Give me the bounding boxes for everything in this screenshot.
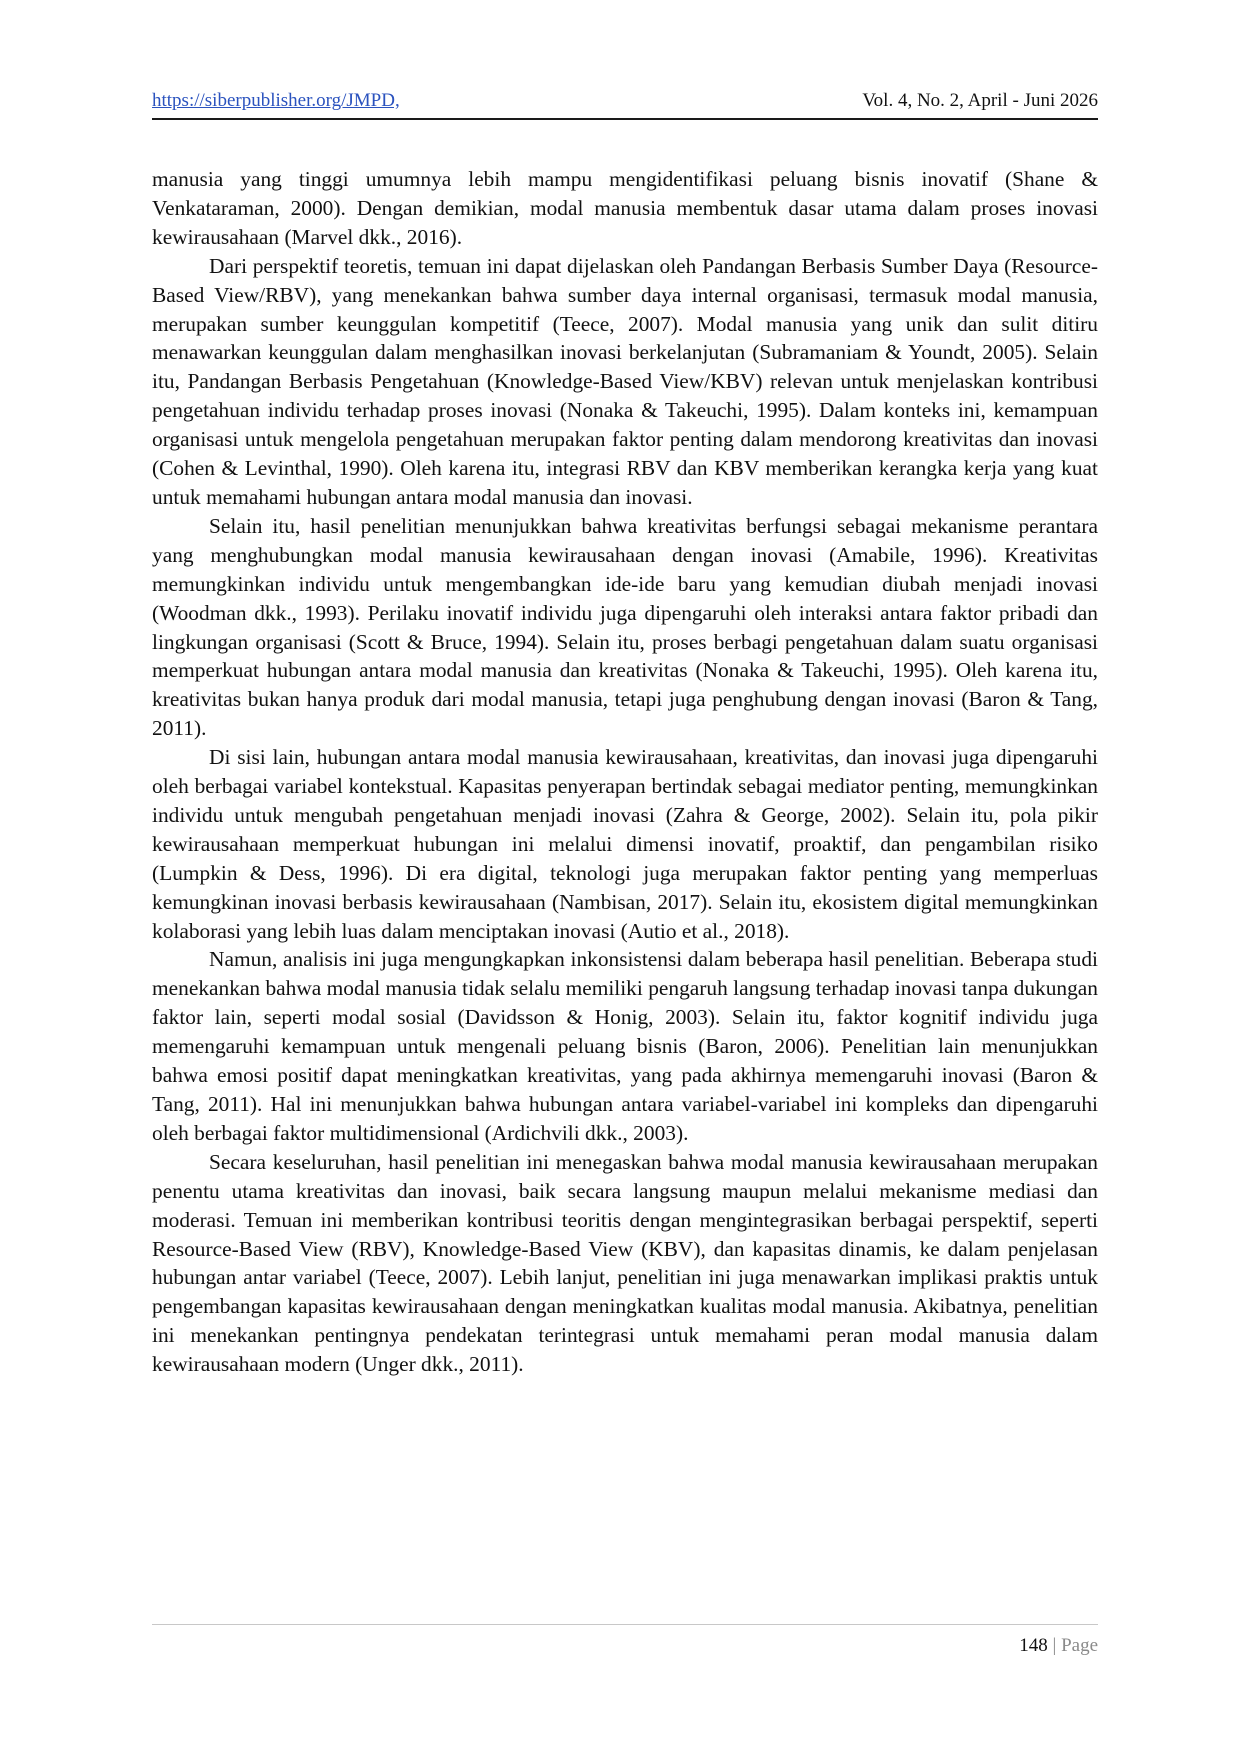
page-label: Page	[1061, 1635, 1098, 1656]
page-header	[152, 88, 1098, 120]
paragraph: Namun, analisis ini juga mengungkapkan inkonsistensi dalam beberapa hasil penelitian. Beberapa studi menekankan bahwa modal manusia tidak selalu memiliki pengaruh langsung terhadap inovasi tanpa dukungan faktor lain, seperti modal sosial (Davidsson & Honig, 2003). Selain itu, faktor kognitif individu juga memengaruhi kemampuan untuk mengenali peluang bisnis (Baron, 2006). Penelitian lain menunjukkan bahwa emosi positif dapat meningkatkan kreativitas, yang pada akhirnya memengaruhi inovasi (Baron & Tang, 2011). Hal ini menunjukkan bahwa hubungan antara variabel-variabel ini kompleks dan dipengaruhi oleh berbagai faktor multidimensional (Ardichvili dkk., 2003).	[152, 947, 1098, 1145]
paragraph-continued: manusia yang tinggi umumnya lebih mampu mengidentifikasi peluang bisnis inovatif (Shane & Venkataraman, 2000). Dengan demikian, modal manusia membentuk dasar utama dalam proses inovasi kewirausahaan (Marvel dkk., 2016).	[152, 167, 1098, 249]
paragraph: Di sisi lain, hubungan antara modal manusia kewirausahaan, kreativitas, dan inovasi juga dipengaruhi oleh berbagai variabel kontekstual. Kapasitas penyerapan bertindak sebagai mediator penting, memungkinkan individu untuk mengubah pengetahuan menjadi inovasi (Zahra & George, 2002). Selain itu, pola pikir kewirausahaan memperkuat hubungan ini melalui dimensi inovatif, proaktif, dan pengambilan risiko (Lumpkin & Dess, 1996). Di era digital, teknologi juga merupakan faktor penting yang memperluas kemungkinan inovasi berbasis kewirausahaan (Nambisan, 2017). Selain itu, ekosistem digital memungkinkan kolaborasi yang lebih luas dalam menciptakan inovasi (Autio et al., 2018).	[152, 745, 1098, 943]
paragraph: Selain itu, hasil penelitian menunjukkan bahwa kreativitas berfungsi sebagai mekanisme perantara yang menghubungkan modal manusia kewirausahaan dengan inovasi (Amabile, 1996). Kreativitas memungkinkan individu untuk mengembangkan ide-ide baru yang kemudian diubah menjadi inovasi (Woodman dkk., 1993). Perilaku inovatif individu juga dipengaruhi oleh interaksi antara faktor pribadi dan lingkungan organisasi (Scott & Bruce, 1994). Selain itu, proses berbagi pengetahuan dalam suatu organisasi memperkuat hubungan antara modal manusia dan kreativitas (Nonaka & Takeuchi, 1995). Oleh karena itu, kreativitas bukan hanya produk dari modal manusia, tetapi juga penghubung dengan inovasi (Baron & Tang, 2011).	[152, 513, 1098, 741]
page-footer	[152, 1624, 1098, 1656]
paragraph: Dari perspektif teoretis, temuan ini dapat dijelaskan oleh Pandangan Berbasis Sumber Daya (Resource-Based View/RBV), yang menekankan bahwa sumber daya internal organisasi, termasuk modal manusia, merupakan sumber keunggulan kompetitif (Teece, 2007). Modal manusia yang unik dan sulit ditiru menawarkan keunggulan dalam menghasilkan inovasi berkelanjutan (Subramaniam & Youndt, 2005). Selain itu, Pandangan Berbasis Pengetahuan (Knowledge-Based View/KBV) relevan untuk menjelaskan kontribusi pengetahuan individu terhadap proses inovasi (Nonaka & Takeuchi, 1995). Dalam konteks ini, kemampuan organisasi untuk mengelola pengetahuan merupakan faktor penting dalam mendorong kreativitas dan inovasi (Cohen & Levinthal, 1990). Oleh karena itu, integrasi RBV dan KBV memberikan kerangka kerja yang kuat untuk memahami hubungan antara modal manusia dan inovasi.	[152, 253, 1098, 509]
body-text	[152, 165, 1098, 1379]
journal-volume-info: Vol. 4, No. 2, April - Juni 2026	[862, 90, 1098, 111]
paragraph: Secara keseluruhan, hasil penelitian ini menegaskan bahwa modal manusia kewirausahaan merupakan penentu utama kreativitas dan inovasi, baik secara langsung maupun melalui mekanisme mediasi dan moderasi. Temuan ini memberikan kontribusi teoritis dengan mengintegrasikan berbagai perspektif, seperti Resource-Based View (RBV), Knowledge-Based View (KBV), dan kapasitas dinamis, ke dalam penjelasan hubungan antar variabel (Teece, 2007). Lebih lanjut, penelitian ini juga menawarkan implikasi praktis untuk pengembangan kapasitas kewirausahaan dengan meningkatkan kualitas modal manusia. Akibatnya, penelitian ini menekankan pentingnya pendekatan terintegrasi untuk memahami peran modal manusia dalam kewirausahaan modern (Unger dkk., 2011).	[152, 1149, 1098, 1377]
journal-url-link[interactable]: https://siberpublisher.org/JMPD,	[152, 90, 400, 111]
page-indicator	[1019, 1635, 1098, 1657]
page-separator: |	[1052, 1635, 1057, 1656]
page-number: 148	[1019, 1635, 1048, 1656]
